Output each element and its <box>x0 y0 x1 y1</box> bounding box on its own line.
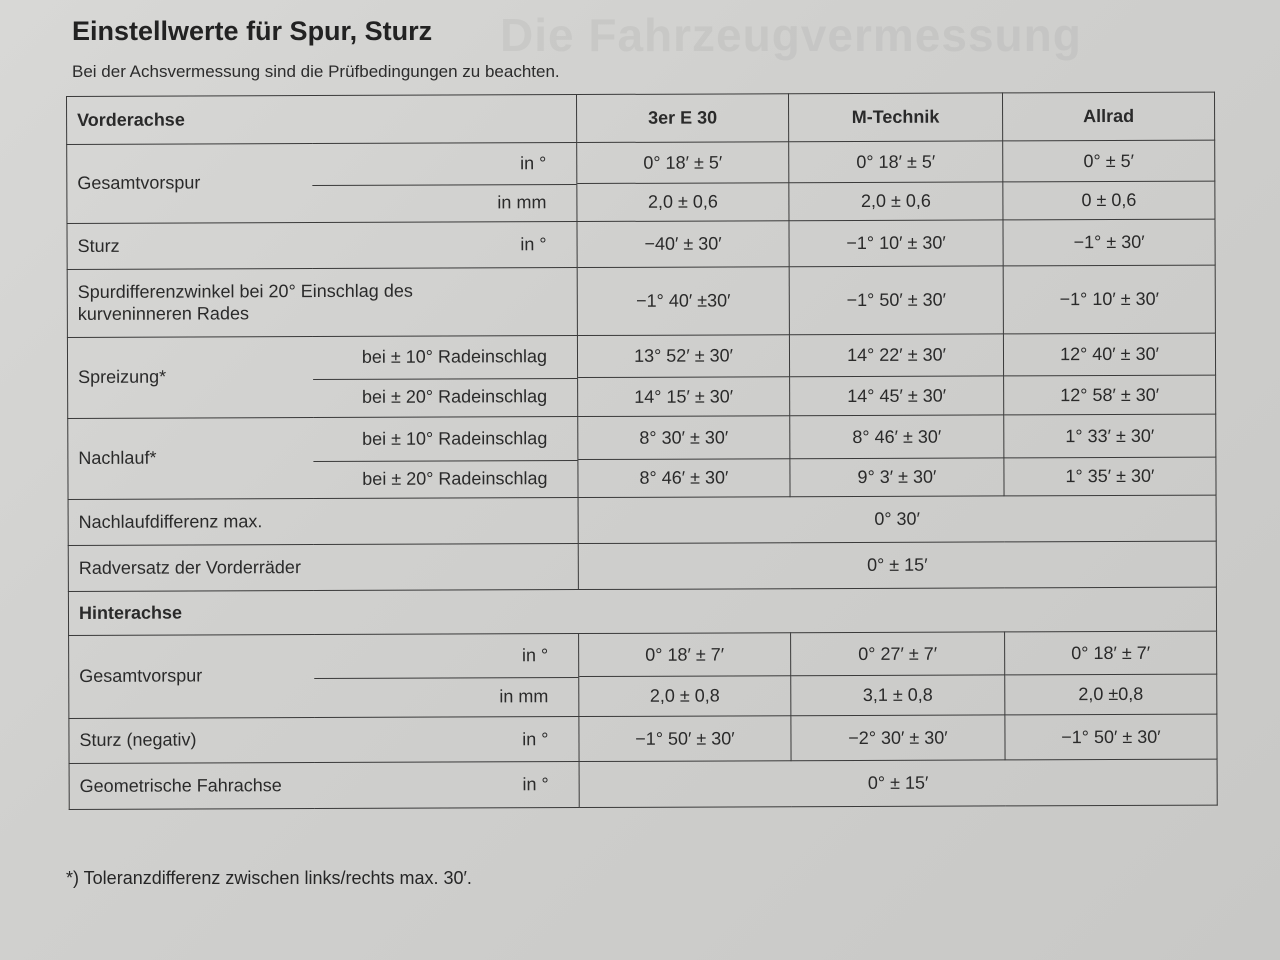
table-row <box>69 631 1217 678</box>
row-label-caster-difference: Nachlaufdifferenz max. <box>68 498 578 546</box>
row-label-wheel-offset: Radversatz der Vorderräder <box>68 544 578 592</box>
page-title: Einstellwerte für Spur, Sturz <box>72 16 433 46</box>
table-cell: 14° 45′ ± 30′ <box>790 376 1004 416</box>
table-cell: −1° 50′ ± 30′ <box>1005 714 1217 760</box>
table-cell: −1° 40′ ±30′ <box>577 267 789 336</box>
footnote: *) Toleranzdifferenz zwischen links/rechts max. 30′. <box>66 868 472 888</box>
background-heading: Die Fahrzeugvermessung <box>500 9 1082 61</box>
unit-label: in ° <box>314 762 579 809</box>
table-section-row <box>68 587 1216 635</box>
table-cell: 0° 18′ ± 7′ <box>1005 631 1217 675</box>
sub-label: bei ± 20° Radeinschlag <box>313 460 578 499</box>
table-row <box>67 140 1215 185</box>
sub-label: bei ± 10° Radeinschlag <box>312 336 577 379</box>
table-cell: 13° 52′ ± 30′ <box>577 335 789 378</box>
table-cell: 14° 22′ ± 30′ <box>789 334 1003 377</box>
table-cell: 0° ± 5′ <box>1003 140 1215 182</box>
table-cell: 0 ± 0,6 <box>1003 181 1215 220</box>
row-label-kingpin: Spreizung* <box>67 337 312 419</box>
table-row <box>68 414 1216 461</box>
unit-label: in ° <box>312 222 577 269</box>
row-label-front-toe: Gesamtvorspur <box>67 144 312 224</box>
settings-table <box>66 92 1218 810</box>
table-cell: 9° 3′ ± 30′ <box>790 458 1004 497</box>
table-cell: −40′ ± 30′ <box>577 221 789 268</box>
table-cell: −2° 30′ ± 30′ <box>791 715 1005 761</box>
table-row <box>67 219 1215 269</box>
table-cell: 12° 58′ ± 30′ <box>1004 375 1216 415</box>
unit-label: in ° <box>312 143 577 185</box>
table-cell: 2,0 ± 0,8 <box>579 676 791 717</box>
table-row <box>67 265 1215 337</box>
table-cell: −1° 50′ ± 30′ <box>579 716 791 762</box>
table-cell: 0° ± 15′ <box>578 541 1216 589</box>
table-row <box>69 759 1217 809</box>
table-cell: −1° ± 30′ <box>1003 219 1215 266</box>
column-header-allrad: Allrad <box>1002 92 1214 141</box>
column-header-m-technik: M-Technik <box>788 93 1002 142</box>
unit-label: in ° <box>314 717 579 763</box>
table-cell: 0° 18′ ± 7′ <box>579 633 791 677</box>
front-axle-heading: Vorderachse <box>67 95 577 145</box>
settings-table-container <box>66 92 1217 826</box>
row-label-toe-difference-angle <box>67 268 577 338</box>
table-cell: −1° 10′ ± 30′ <box>789 220 1003 267</box>
row-label-rear-toe: Gesamtvorspur <box>69 635 314 719</box>
table-cell: 0° 30′ <box>578 495 1216 543</box>
row-label-camber: Sturz <box>67 223 312 270</box>
table-cell: 1° 35′ ± 30′ <box>1004 457 1216 496</box>
table-cell: −1° 50′ ± 30′ <box>789 266 1003 335</box>
table-cell: 0° 27′ ± 7′ <box>791 632 1005 676</box>
table-cell: 8° 46′ ± 30′ <box>790 415 1004 459</box>
table-cell: 14° 15′ ± 30′ <box>578 377 790 417</box>
table-cell: 2,0 ± 0,6 <box>577 183 789 222</box>
table-cell: 1° 33′ ± 30′ <box>1004 414 1216 458</box>
unit-label: in mm <box>314 677 579 718</box>
table-cell: 0° 18′ ± 5′ <box>577 142 789 184</box>
table-cell: 3,1 ± 0,8 <box>791 675 1005 716</box>
table-row <box>68 495 1216 545</box>
table-row <box>69 714 1217 763</box>
table-cell: 2,0 ± 0,6 <box>789 182 1003 221</box>
table-cell: 0° 18′ ± 5′ <box>789 141 1003 183</box>
table-cell: 12° 40′ ± 30′ <box>1003 333 1215 376</box>
table-cell: 8° 46′ ± 30′ <box>578 459 790 498</box>
row-label-text: Spurdifferenzwinkel bei 20° Einschlag des kurveninneren Rades <box>77 280 413 324</box>
row-label-thrust-axis: Geometrische Fahrachse <box>69 763 314 810</box>
table-cell: 8° 30′ ± 30′ <box>578 416 790 460</box>
column-header-3er-e30: 3er E 30 <box>576 94 788 143</box>
table-cell: −1° 10′ ± 30′ <box>1003 265 1215 334</box>
table-header-row <box>67 92 1215 144</box>
sub-label: bei ± 10° Radeinschlag <box>313 417 578 461</box>
table-row <box>68 541 1216 591</box>
unit-label: in ° <box>314 634 579 678</box>
row-label-caster: Nachlauf* <box>68 418 313 500</box>
sub-label: bei ± 20° Radeinschlag <box>313 378 578 418</box>
row-label-rear-camber: Sturz (negativ) <box>69 718 314 764</box>
page-subtitle: Bei der Achsvermessung sind die Prüfbedingungen zu beachten. <box>72 62 560 81</box>
table-cell: 2,0 ±0,8 <box>1005 674 1217 715</box>
table-row <box>67 333 1215 379</box>
rear-axle-heading: Hinterachse <box>68 587 1216 635</box>
table-cell: 0° ± 15′ <box>579 759 1217 807</box>
unit-label: in mm <box>312 184 577 223</box>
